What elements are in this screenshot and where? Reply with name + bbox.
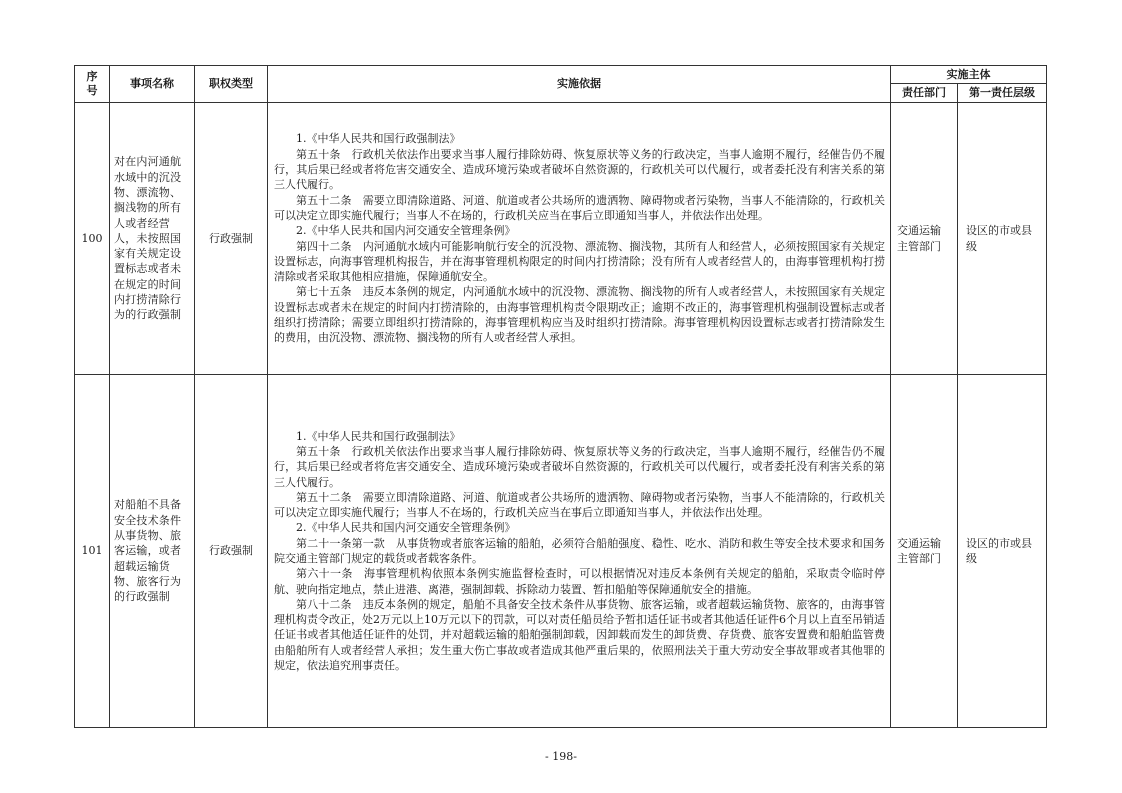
header-level: 第一责任层级 xyxy=(958,84,1047,103)
basis-paragraph: 1.《中华人民共和国行政强制法》 xyxy=(296,429,461,443)
header-power-type: 职权类型 xyxy=(195,66,268,103)
header-seq-label: 序号 xyxy=(86,70,98,97)
table-row xyxy=(75,103,1047,375)
basis-paragraph: 第八十二条 违反本条例的规定，船舶不具备安全技术条件从事货物、旅客运输，或者超载运输货物、旅客的，由海事管理机构责令改正，处2万元以上10万元以下的罚款，可以对责任船员给予暂扣适任证书或者其他适任证件6个月以上直至吊销适任证书或者其他适任证件的处罚，并对超载运输的船舶强制卸载，因卸载而发生的卸货费、存货费、旅客安置费和船舶监管费由船舶所有人或者经营人承担；发生重大伤亡事故或者造成其他严重后果的，依照刑法关于重大劳动安全事故罪或者其他罪的规定，依法追究刑事责任。 xyxy=(274,597,885,673)
page-number: - 198- xyxy=(545,750,577,763)
header-basis: 实施依据 xyxy=(268,66,891,103)
item-name: 对在内河通航水域中的沉没物、漂流物、搁浅物的所有人或者经营人，未按照国家有关规定设置标志或者未在规定的时间内打捞清除行为的行政强制 xyxy=(110,103,195,375)
basis-paragraph: 第四十二条 内河通航水域内可能影响航行安全的沉没物、漂流物、搁浅物，其所有人和经营人，必须按照国家有关规定设置标志，向海事管理机构报告，并在海事管理机构限定的时间内打捞清除；没有所有人或者经营人的，由海事管理机构打捞清除或者采取其他相应措施，保障通航安全。 xyxy=(274,239,885,284)
basis-paragraph: 第五十二条 需要立即清除道路、河道、航道或者公共场所的遗洒物、障碍物或者污染物，当事人不能清除的，行政机关可以决定立即实施代履行；当事人不在场的，行政机关应当在事后立即通知当事人，并依法作出处理。 xyxy=(274,490,885,520)
table-body xyxy=(75,103,1047,728)
basis-paragraph: 第五十条 行政机关依法作出要求当事人履行排除妨碍、恢复原状等义务的行政决定，当事人逾期不履行，经催告仍不履行，其后果已经或者将危害交通安全、造成环境污染或者破坏自然资源的，行政机关可以代履行，或者委托没有利害关系的第三人代履行。 xyxy=(274,444,885,489)
responsibility-level: 设区的市或县级 xyxy=(958,375,1047,728)
basis-paragraph: 第七十五条 违反本条例的规定，内河通航水域中的沉没物、漂流物、搁浅物的所有人或者经营人，未按照国家有关规定设置标志或者未在规定的时间内打捞清除的，由海事管理机构责令限期改正；逾期不改正的，海事管理机构强制设置标志或者组织打捞清除；需要立即组织打捞清除的，海事管理机构应当及时组织打捞清除。海事管理机构因设置标志或者打捞清除发生的费用，由沉没物、漂流物、搁浅物的所有人或者经营人承担。 xyxy=(274,285,885,345)
basis-paragraph: 2.《中华人民共和国内河交通安全管理条例》 xyxy=(296,521,516,535)
basis-cell xyxy=(268,375,891,728)
row-number: 100 xyxy=(75,103,110,375)
header-subject: 实施主体 xyxy=(891,66,1047,84)
header-dept: 责任部门 xyxy=(891,84,958,103)
power-type: 行政强制 xyxy=(195,103,268,375)
basis-paragraph: 1.《中华人民共和国行政强制法》 xyxy=(296,132,461,146)
basis-paragraph: 第五十二条 需要立即清除道路、河道、航道或者公共场所的遗洒物、障碍物或者污染物，当事人不能清除的，行政机关可以决定立即实施代履行；当事人不在场的，行政机关应当在事后立即通知当事人，并依法作出处理。 xyxy=(274,193,885,222)
regulation-table xyxy=(74,65,1047,728)
power-type: 行政强制 xyxy=(195,375,268,728)
responsible-dept: 交通运输主管部门 xyxy=(891,103,958,375)
table-row xyxy=(75,375,1047,728)
header-item-name: 事项名称 xyxy=(110,66,195,103)
responsible-dept: 交通运输主管部门 xyxy=(891,375,958,728)
header-seq xyxy=(75,66,110,103)
basis-paragraph: 第二十一条第一款 从事货物或者旅客运输的船舶，必须符合船舶强度、稳性、吃水、消防和救生等安全技术要求和国务院交通主管部门规定的载货或者载客条件。 xyxy=(274,536,885,565)
basis-cell xyxy=(268,103,891,375)
basis-paragraph: 第六十一条 海事管理机构依照本条例实施监督检查时，可以根据情况对违反本条例有关规定的船舶，采取责令临时停航、驶向指定地点，禁止进港、离港，强制卸载、拆除动力装置、暂扣船舶等保障通航安全的措施。 xyxy=(274,567,885,596)
basis-paragraph: 2.《中华人民共和国内河交通安全管理条例》 xyxy=(296,224,516,238)
item-name: 对船舶不具备安全技术条件从事货物、旅客运输，或者超载运输货物、旅客行为的行政强制 xyxy=(110,375,195,728)
row-number: 101 xyxy=(75,375,110,728)
responsibility-level: 设区的市或县级 xyxy=(958,103,1047,375)
basis-paragraph: 第五十条 行政机关依法作出要求当事人履行排除妨碍、恢复原状等义务的行政决定，当事人逾期不履行，经催告仍不履行，其后果已经或者将危害交通安全、造成环境污染或者破坏自然资源的，行政机关可以代履行，或者委托没有利害关系的第三人代履行。 xyxy=(274,147,885,192)
